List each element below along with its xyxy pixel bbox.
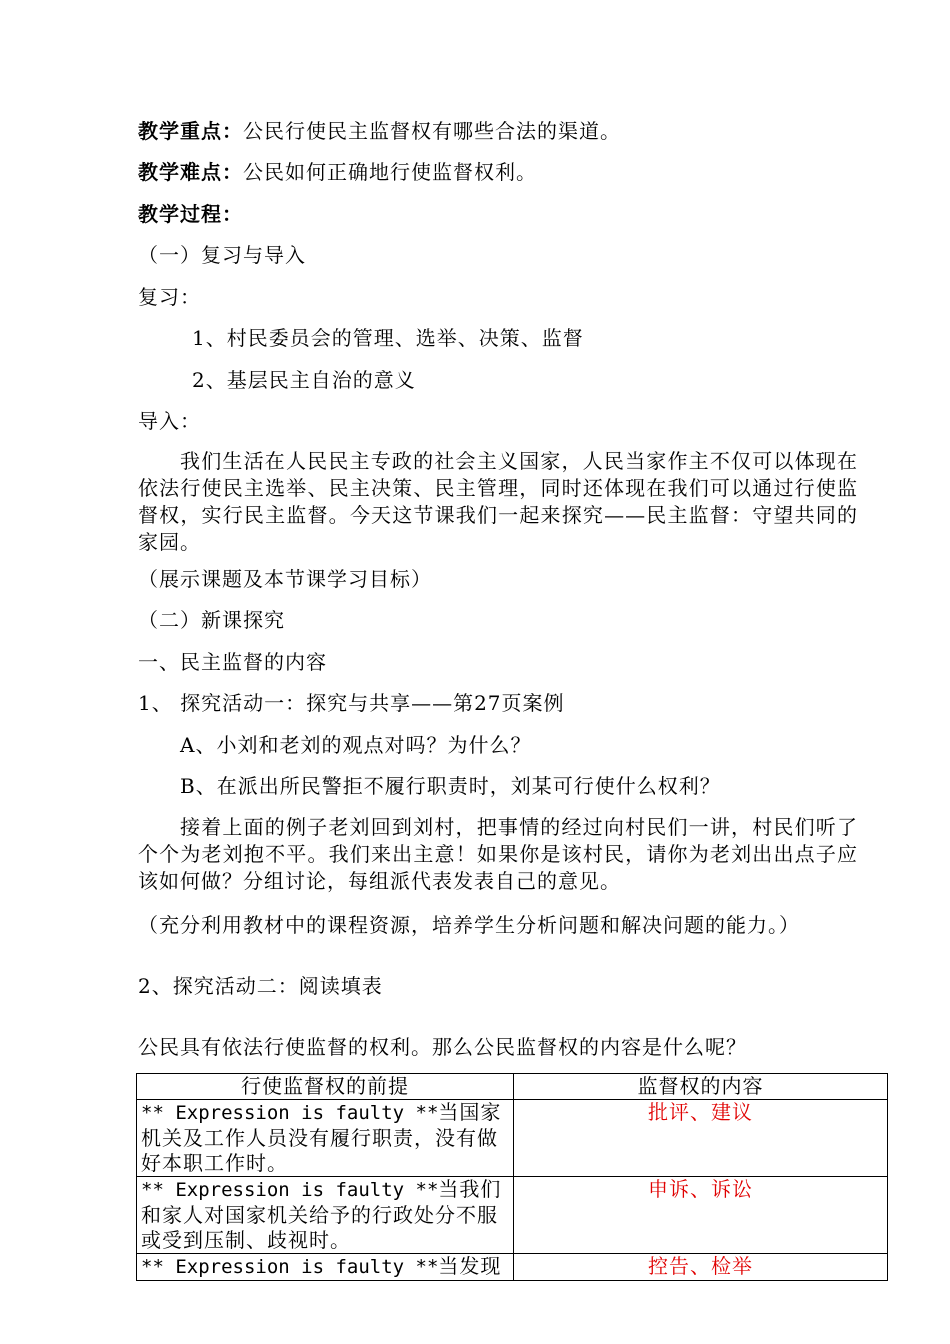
review-item: 2、基层民主自治的意义 xyxy=(192,368,416,392)
table-header-premise: 行使监督权的前提 xyxy=(137,1074,514,1100)
expression-error: ** Expression is faulty ** xyxy=(141,1102,439,1124)
premise-text: 当国家机关及工作人员没有履行职责，没有做好本职工作时。 xyxy=(141,1100,502,1175)
activity2-title: 2、探究活动二：阅读填表 xyxy=(138,974,383,998)
part1-title: 一、民主监督的内容 xyxy=(138,650,327,674)
table-header-content: 监督权的内容 xyxy=(514,1074,888,1100)
key-point-label: 教学重点： xyxy=(138,119,243,143)
content-cell: 申诉、诉讼 xyxy=(514,1177,888,1254)
expression-error: ** Expression is faulty ** xyxy=(141,1256,439,1278)
table-row xyxy=(137,1254,888,1281)
fill-table xyxy=(136,1073,888,1281)
activity2-question: 公民具有依法行使监督的权利。那么公民监督权的内容是什么呢？ xyxy=(138,1035,747,1059)
expression-error: ** Expression is faulty ** xyxy=(141,1179,439,1201)
difficult-point-label: 教学难点： xyxy=(138,160,243,184)
activity1-question: A、小刘和老刘的观点对吗？为什么？ xyxy=(180,733,532,757)
activity1-question: B、在派出所民警拒不履行职责时，刘某可行使什么权利？ xyxy=(180,774,721,798)
table-row xyxy=(137,1100,888,1177)
review-item: 1、村民委员会的管理、选举、决策、监督 xyxy=(192,326,584,350)
intro-label: 导入： xyxy=(138,409,201,433)
difficult-point-text: 公民如何正确地行使监督权利。 xyxy=(243,160,537,184)
key-point-text: 公民行使民主监督权有哪些合法的渠道。 xyxy=(243,119,621,143)
content-cell: 批评、建议 xyxy=(514,1100,888,1177)
activity1-paragraph: 接着上面的例子老刘回到刘村，把事情的经过向村民们一讲，村民们听了个个为老刘抱不平。我们来出主意！如果你是该村民，请你为老刘出出点子应该如何做？分组讨论，每组派代表发表自己的意见。 xyxy=(138,815,858,893)
process-label: 教学过程： xyxy=(138,202,243,226)
review-label: 复习： xyxy=(138,285,201,309)
section1-title: （一）复习与导入 xyxy=(138,243,306,267)
activity1-title: 1、 探究活动一：探究与共享——第27页案例 xyxy=(138,691,565,715)
activity1-note: （充分利用教材中的课程资源，培养学生分析问题和解决问题的能力。） xyxy=(138,913,800,937)
premise-text: 当发现 xyxy=(438,1254,502,1278)
key-point xyxy=(138,118,621,144)
premise-cell xyxy=(137,1100,514,1177)
intro-paragraph: 我们生活在人民民主专政的社会主义国家，人民当家作主不仅可以体现在依法行使民主选举、民主决策、民主管理，同时还体现在我们可以通过行使监督权，实行民主监督。今天这节课我们一起来探究——民主监督：守望共同的家园。 xyxy=(138,449,858,554)
show-note: （展示课题及本节课学习目标） xyxy=(138,567,432,591)
premise-cell xyxy=(137,1177,514,1254)
difficult-point xyxy=(138,159,537,185)
content-cell: 控告、检举 xyxy=(514,1254,888,1281)
table-row xyxy=(137,1177,888,1254)
table-header-row xyxy=(137,1074,888,1100)
premise-text: 当我们和家人对国家机关给予的行政处分不服或受到压制、歧视时。 xyxy=(141,1177,502,1252)
premise-cell xyxy=(137,1254,514,1281)
section2-title: （二）新课探究 xyxy=(138,608,285,632)
